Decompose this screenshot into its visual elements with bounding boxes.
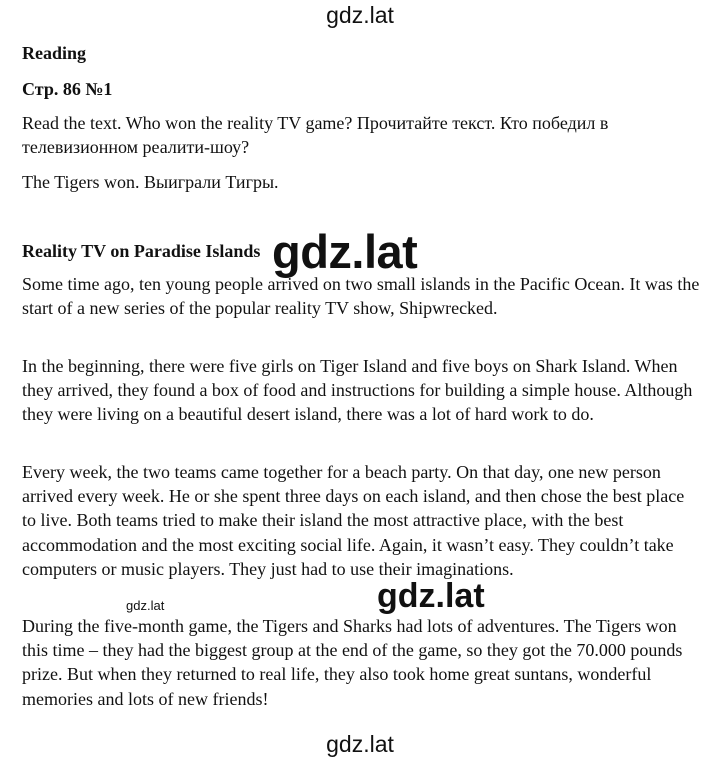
article-paragraph: During the five-month game, the Tigers and Sharks had lots of adventures. The Tigers won this time – they had the biggest group at the end of the game, so they got the 70.000 pounds prize. But when they returned to real life, they also took home great suntans, wonderful memories and lots of new friends!	[22, 616, 683, 709]
watermark-bottom: gdz.lat	[326, 731, 394, 757]
article-paragraph: Every week, the two teams came together for a beach party. On that day, one new person arrived every week. He or she spent three days on each island, and then chose the best place to live. Both teams tried to make their island the most attractive place, with the best accommodation and the most exciting social life. Again, it wasn’t easy. They couldn’t take computers or music players. They just had to use their imaginations.	[22, 462, 685, 579]
watermark-large: gdz.lat	[272, 225, 418, 278]
watermark-small: gdz.lat	[126, 598, 165, 613]
article-title: Reality TV on Paradise Islands	[22, 241, 261, 261]
watermark-top: gdz.lat	[326, 2, 394, 28]
article-paragraph: In the beginning, there were five girls on Tiger Island and five boys on Shark Island. When they arrived, they found a box of food and instructions for building a simple house. Although they were living on a beautiful desert island, there was a lot of hard work to do.	[22, 356, 693, 425]
watermark-large-lower: gdz.lat	[377, 577, 485, 615]
answer-text: The Tigers won. Выиграли Тигры.	[22, 172, 279, 192]
section-heading: Reading	[22, 43, 87, 63]
task-text: Read the text. Who won the reality TV game? Прочитайте текст. Кто победил в телевизионном реалити-шоу?	[22, 113, 609, 158]
article-paragraph: Some time ago, ten young people arrived on two small islands in the Pacific Ocean. It was the start of a new series of the popular reality TV show, Shipwrecked.	[22, 274, 700, 319]
exercise-reference: Стр. 86 №1	[22, 79, 113, 99]
